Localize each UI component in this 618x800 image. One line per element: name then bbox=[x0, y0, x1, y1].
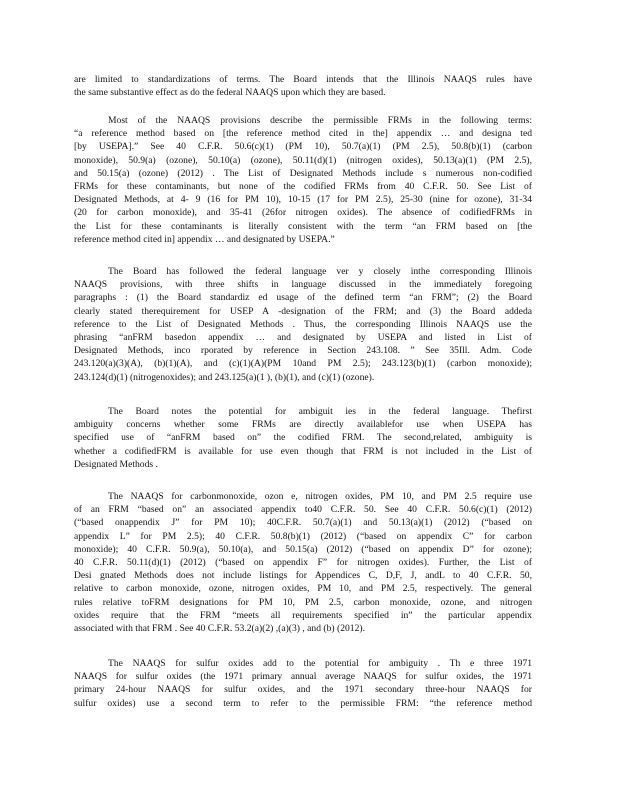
text-line: phrasing “anFRM basedon appendix … and designated by USEPA and listed in List of bbox=[74, 331, 532, 343]
text-line: reference to the List of Designated Methods . Thus, the corresponding Illinois NAAQS use the bbox=[74, 318, 532, 330]
text-line: the List for these contaminants is literally consistent with the term “an FRM based on [the bbox=[74, 220, 532, 232]
paragraph-2 bbox=[74, 114, 532, 246]
text-line: The NAAQS for carbonmonoxide, ozon e, nitrogen oxides, PM 10, and PM 2.5 require use bbox=[108, 491, 532, 502]
text-line: associated with that FRM . See 40 C.F.R. 53.2(a)(2) ,(a)(3) , and (b) (2012). bbox=[74, 622, 365, 634]
text-line: FRMs for these contaminants, but none of the codified FRMs from 40 C.F.R. 50. See List of bbox=[74, 180, 532, 192]
text-line: specified use of “anFRM based on” the codified FRM. The second,related, ambiguity is bbox=[74, 432, 532, 444]
text-line: reference method cited in] appendix … and designated by USEPA.” bbox=[74, 233, 335, 245]
text-line: ambiguity concerns whether some FRMs are directly availablefor use when USEPA has bbox=[74, 419, 532, 431]
text-line: paragraphs : (1) the Board standardiz ed usage of the defined term “an FRM”; (2) the Board bbox=[74, 292, 532, 304]
paragraph-6 bbox=[74, 657, 532, 710]
text-line: primary 24-hour NAAQS for sulfur oxides, and the 1971 secondary three-hour NAAQS for bbox=[74, 684, 532, 696]
text-line: 40 C.F.R. 50.11(d)(1) (2012) (“based on appendix F” for nitrogen oxides). Further, the List of bbox=[74, 556, 532, 568]
paragraph-3 bbox=[74, 265, 532, 384]
text-line: sulfur oxides) use a second term to refer to the permissible FRM: “the reference method bbox=[74, 697, 532, 709]
text-line: rules relative toFRM designations for PM 10, PM 2.5, carbon monoxide, ozone, and nitrogen bbox=[74, 596, 532, 608]
text-line: Designated Methods . bbox=[74, 458, 158, 470]
text-line: whether a codifiedFRM is available for use even though that FRM is not included in the List of bbox=[74, 445, 532, 457]
text-line: Most of the NAAQS provisions describe the permissible FRMs in the following terms: bbox=[108, 115, 532, 126]
text-line: are limited to standardizations of terms. The Board intends that the Illinois NAAQS rules have bbox=[74, 74, 532, 85]
paragraph-4 bbox=[74, 405, 532, 471]
text-line: 243.124(d)(1) (nitrogenoxides); and 243.125(a)(1 ), (b)(1), and (c)(1) (ozone). bbox=[74, 371, 375, 383]
text-line: Designated Methods, at 4- 9 (16 for PM 10), 10-15 (17 for PM 2.5), 25-30 (nine for ozone), 31-34 bbox=[74, 194, 532, 206]
text-line: clearly stated therequirement for USEP A -designation of the FRM; and (3) the Board addeda bbox=[74, 305, 532, 317]
text-line: oxides require that the FRM “meets all requirements specified in” the particular appendix bbox=[74, 609, 532, 621]
text-line: The NAAQS for sulfur oxides add to the potential for ambiguity . Th e three 1971 bbox=[108, 658, 532, 669]
text-line: [by USEPA].” See 40 C.F.R. 50.6(c)(1) (PM 10), 50.7(a)(1) (PM 2.5), 50.8(b)(1) (carbon bbox=[74, 141, 532, 153]
text-line: and 50.15(a) (ozone) (2012) . The List of Designated Methods include s numerous non-codified bbox=[74, 167, 532, 179]
paragraph-1 bbox=[74, 73, 532, 99]
text-line: The Board notes the potential for ambiguit ies in the federal language. Thefirst bbox=[108, 406, 532, 417]
text-line: NAAQS provisions, with three shifts in language discussed in the immediately foregoing bbox=[74, 279, 532, 291]
text-line: (“based onappendix J” for PM 10); 40C.F.R. 50.7(a)(1) and 50.13(a)(1) (2012) (“based on bbox=[74, 517, 532, 529]
text-line: monoxide); 40 C.F.R. 50.9(a), 50.10(a), and 50.15(a) (2012) (“based on appendix D” for ozone); bbox=[74, 543, 532, 555]
text-line: the same substantive effect as do the federal NAAQS upon which they are based. bbox=[74, 87, 386, 99]
text-line: “a reference method based on [the reference method cited in the] appendix … and designa ted bbox=[74, 128, 532, 140]
text-line: The Board has followed the federal language ver y closely inthe corresponding Illinois bbox=[108, 266, 532, 277]
text-line: NAAQS for sulfur oxides (the 1971 primary annual average NAAQS for sulfur oxides, the 1971 bbox=[74, 671, 532, 683]
text-line: relative to carbon monoxide, ozone, nitrogen oxides, PM 10, and PM 2.5, respectively. The general bbox=[74, 583, 532, 595]
paragraph-5 bbox=[74, 490, 532, 635]
text-line: (20 for carbon monoxide), and 35-41 (26for nitrogen oxides). The absence of codifiedFRMs in bbox=[74, 207, 532, 219]
text-line: monoxide), 50.9(a) (ozone), 50.10(a) (ozone), 50.11(d)(1) (nitrogen oxides), 50.13(a)(1) (PM 2.5), bbox=[74, 154, 532, 166]
text-line: appendix L” for PM 2.5); 40 C.F.R. 50.8(b)(1) (2012) (“based on appendix C” for carbon bbox=[74, 530, 532, 542]
text-line: Desi gnated Methods does not include listings for Appendices C, D,F, J, andL to 40 C.F.R. 50, bbox=[74, 570, 532, 582]
text-line: of an FRM “based on” an associated appendix to40 C.F.R. 50. See 40 C.F.R. 50.6(c)(1) (2012) bbox=[74, 504, 532, 516]
text-line: 243.120(a)(3)(A), (b)(1)(A), and (c)(1)(A)(PM 10and PM 2.5); 243.123(b)(1) (carbon monoxide); bbox=[74, 358, 532, 370]
text-line: Designated Methods, inco rporated by reference in Section 243.108. ” See 35Ill. Adm. Code bbox=[74, 345, 532, 357]
